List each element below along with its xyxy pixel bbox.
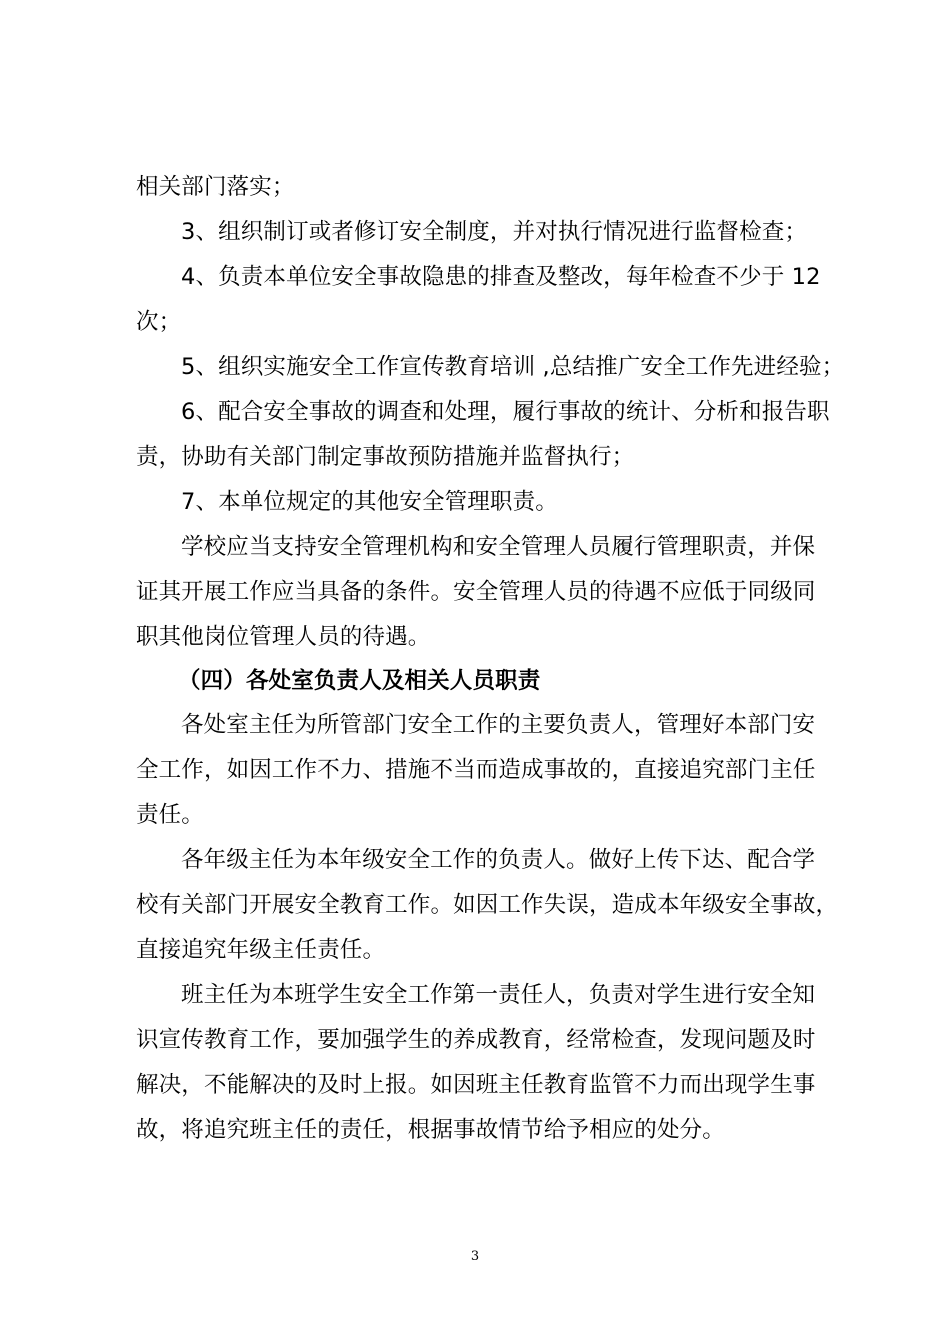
text-line: 故，将追究班主任的责任，根据事故情节给予相应的处分。 — [136, 1117, 725, 1143]
text-line: 全工作，如因工作不力、措施不当而造成事故的，直接追究部门主任 — [136, 757, 816, 783]
paragraph-line: 班主任为本班学生安全工作第一责任人，负责对学生进行安全知 — [181, 982, 816, 1008]
paragraph-line: 各处室主任为所管部门安全工作的主要负责人，管理好本部门安 — [181, 712, 816, 738]
text-line: 解决，不能解决的及时上报。如因班主任教育监管不力而出现学生事 — [136, 1072, 816, 1098]
list-item-6: 6、配合安全事故的调查和处理，履行事故的统计、分析和报告职 — [181, 399, 830, 425]
text-line: 识宣传教育工作，要加强学生的养成教育，经常检查，发现问题及时 — [136, 1027, 816, 1053]
list-item-5: 5、组织实施安全工作宣传教育培训 ,总结推广安全工作先进经验； — [181, 354, 845, 380]
page-number: 3 — [470, 1249, 480, 1264]
paragraph-line: 学校应当支持安全管理机构和安全管理人员履行管理职责，并保 — [181, 534, 816, 560]
text-line: 责任。 — [136, 802, 204, 828]
text-line: 校有关部门开展安全教育工作。如因工作失误，造成本年级安全事故， — [136, 892, 839, 918]
text-line: 责，协助有关部门制定事故预防措施并监督执行； — [136, 444, 635, 470]
text-line: 相关部门落实； — [136, 174, 295, 200]
list-item-3: 3、组织制订或者修订安全制度，并对执行情况进行监督检查； — [181, 219, 808, 245]
list-item-4: 4、负责本单位安全事故隐患的排查及整改，每年检查不少于 12 — [181, 264, 821, 290]
text-line: 职其他岗位管理人员的待遇。 — [136, 624, 431, 650]
text-line: 证其开展工作应当具备的条件。安全管理人员的待遇不应低于同级同 — [136, 579, 816, 605]
section-heading: （四）各处室负责人及相关人员职责 — [178, 668, 541, 694]
text-line: 直接追究年级主任责任。 — [136, 937, 386, 963]
text-line: 次； — [136, 309, 182, 335]
list-item-7: 7、本单位规定的其他安全管理职责。 — [181, 489, 558, 515]
paragraph-line: 各年级主任为本年级安全工作的负责人。做好上传下达、配合学 — [181, 847, 816, 873]
